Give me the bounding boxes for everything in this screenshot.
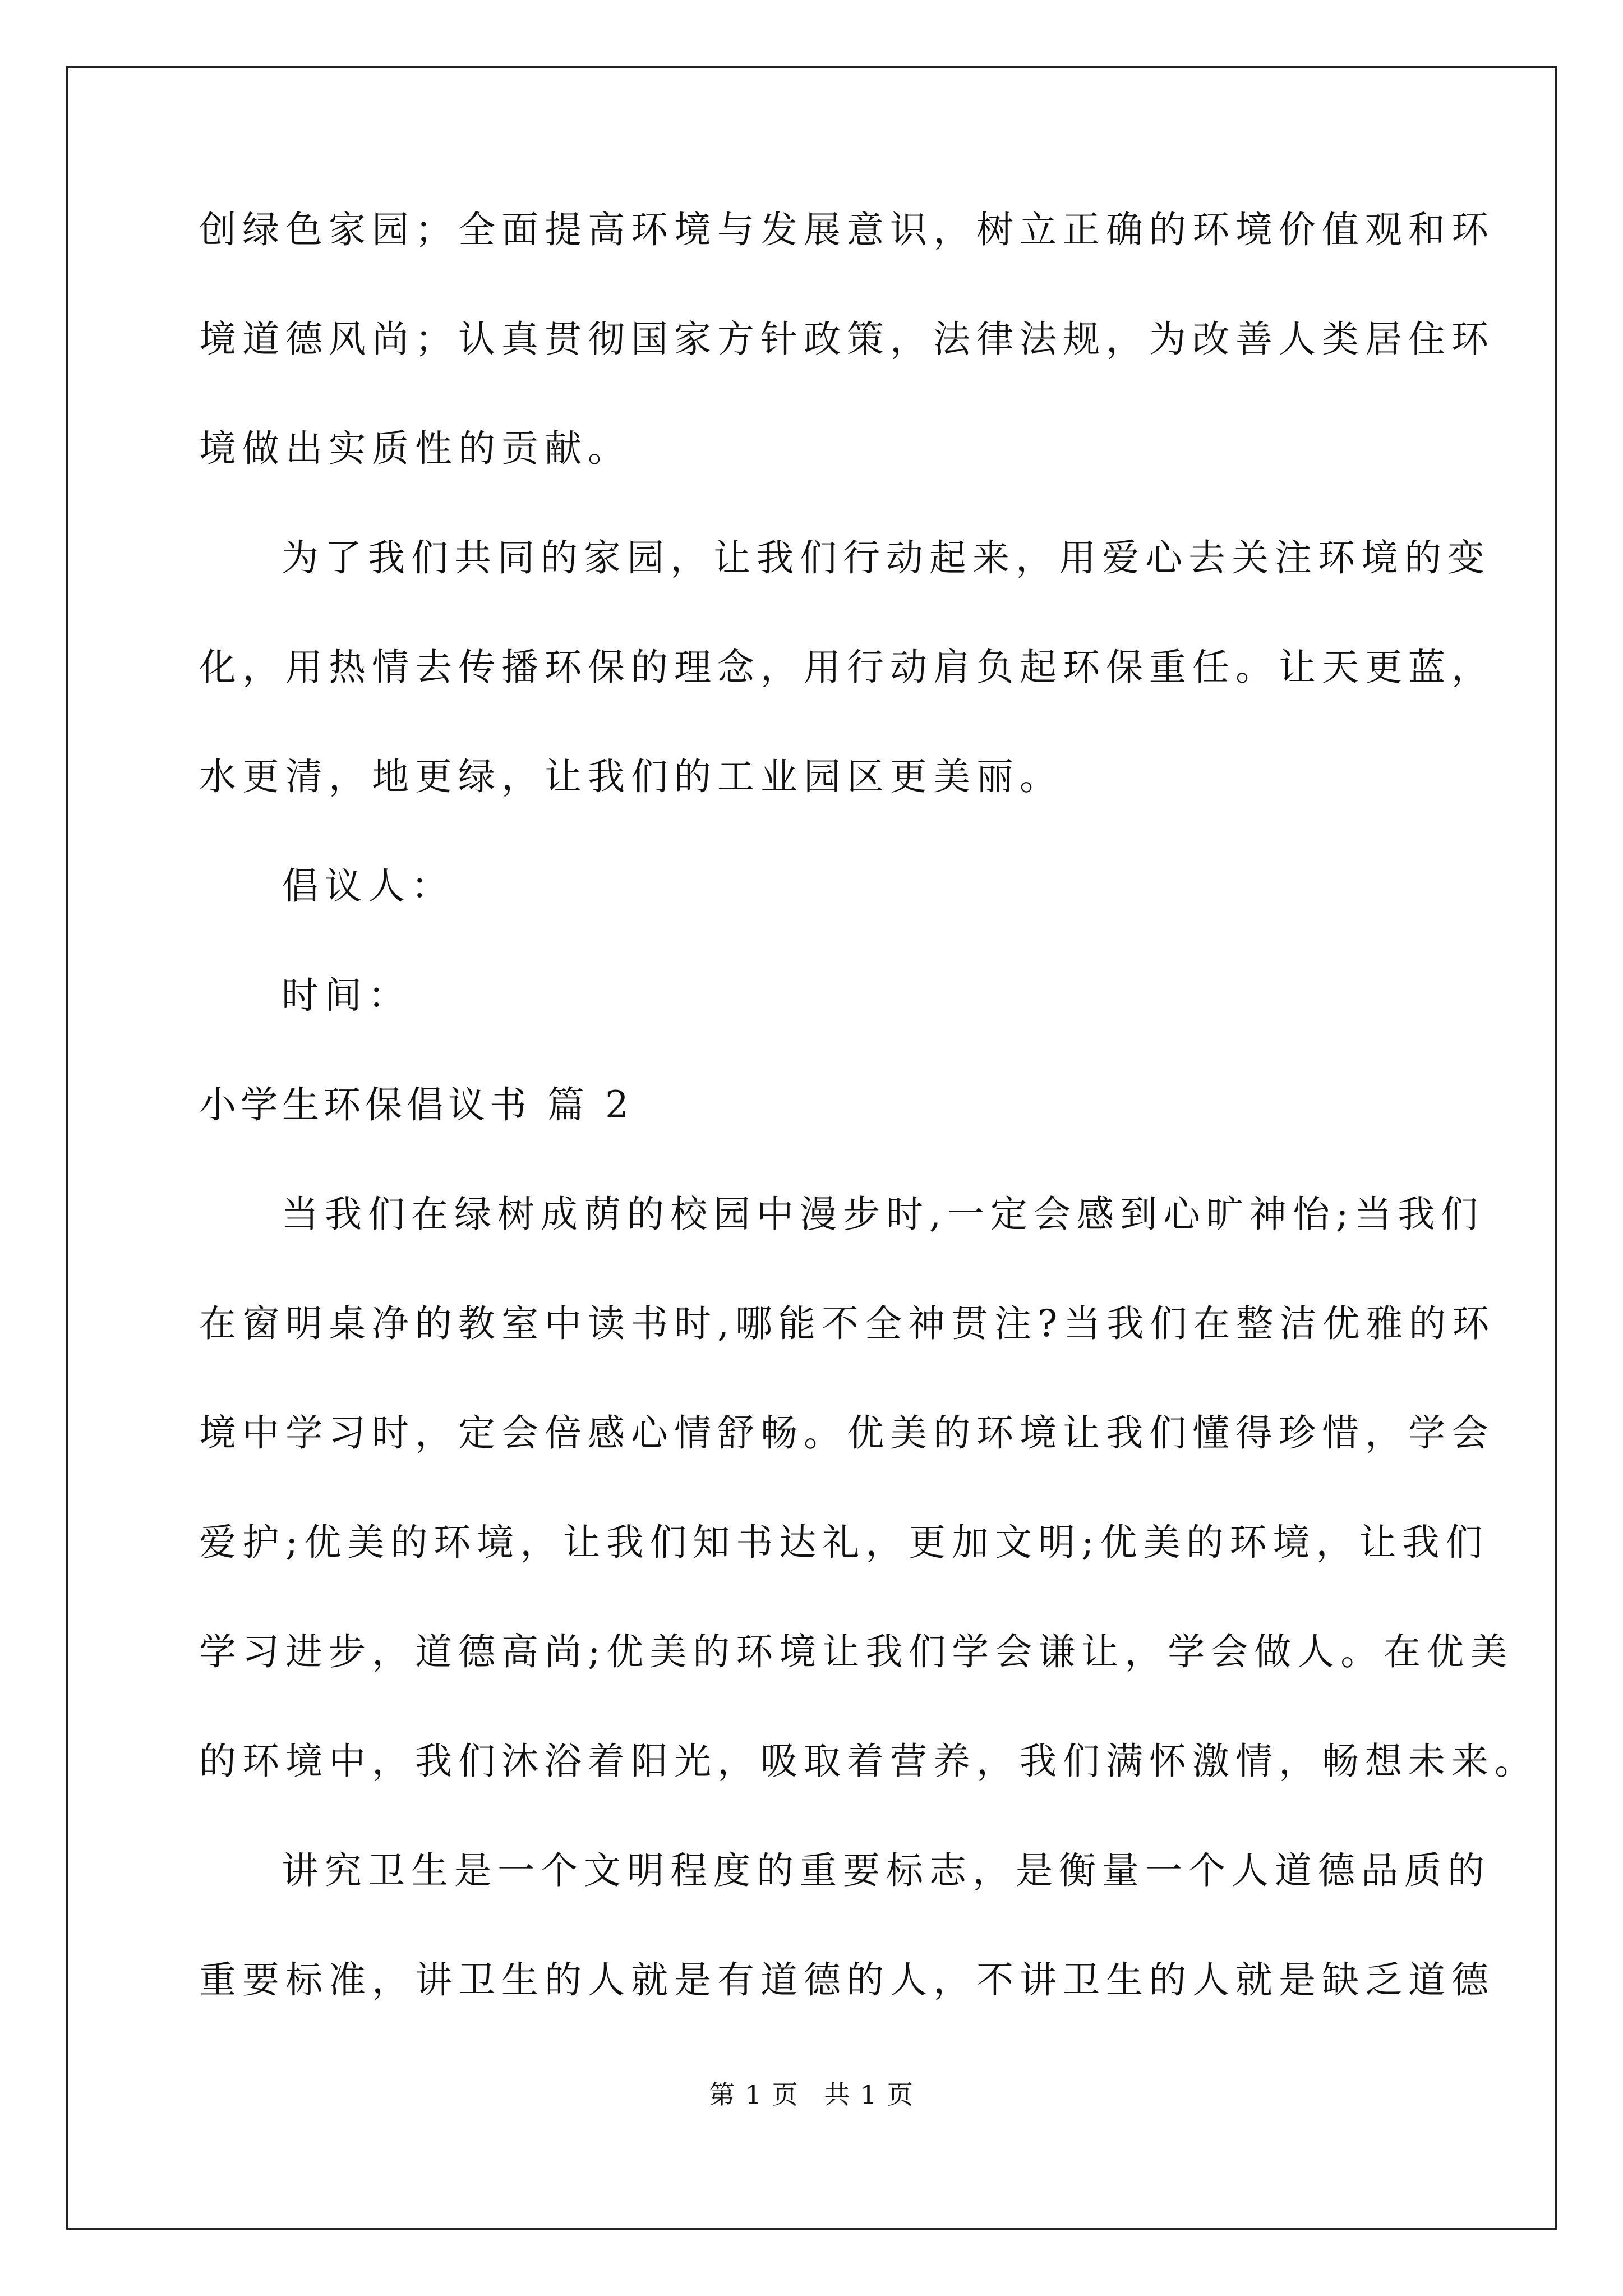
page-footer	[0, 2079, 1623, 2110]
page-number-current: 第 1 页	[709, 2079, 799, 2110]
text-line: 当我们在绿树成荫的校园中漫步时,一定会感到心旷神怡;当我们	[282, 1193, 1484, 1236]
text-line: 的环境中，我们沐浴着阳光，吸取着营养，我们满怀激情，畅想未来。	[199, 1740, 1538, 1783]
text-line: 境做出实质性的贡献。	[199, 427, 631, 470]
text-line: 爱护;优美的环境，让我们知书达礼，更加文明;优美的环境，让我们	[199, 1521, 1489, 1564]
text-line: 创绿色家园；全面提高环境与发展意识，树立正确的环境价值观和环	[199, 208, 1495, 251]
text-line: 为了我们共同的家园，让我们行动起来，用爱心去关注环境的变	[282, 536, 1491, 579]
text-line: 学习进步，道德高尚;优美的环境让我们学会谦让，学会做人。在优美	[199, 1630, 1514, 1673]
text-line: 化，用热情去传播环保的理念，用行动肩负起环保重任。让天更蓝，	[199, 646, 1495, 689]
text-line: 重要标准，讲卫生的人就是有道德的人，不讲卫生的人就是缺乏道德	[199, 1958, 1495, 2001]
text-line: 讲究卫生是一个文明程度的重要标志，是衡量一个人道德品质的	[282, 1849, 1491, 1892]
section-heading: 小学生环保倡议书 篇 2	[199, 1083, 633, 1126]
text-line: 水更清，地更绿，让我们的工业园区更美丽。	[199, 755, 1063, 798]
signature-date: 时间：	[282, 974, 411, 1017]
page-number-total: 共 1 页	[824, 2079, 914, 2110]
signature-proposer: 倡议人：	[282, 864, 454, 908]
page-border	[66, 66, 1557, 2230]
text-line: 境道德风尚；认真贯彻国家方针政策，法律法规，为改善人类居住环	[199, 318, 1495, 361]
text-line: 在窗明桌净的教室中读书时,哪能不全神贯注?当我们在整洁优雅的环	[199, 1302, 1496, 1345]
text-line: 境中学习时，定会倍感心情舒畅。优美的环境让我们懂得珍惜，学会	[199, 1411, 1495, 1455]
